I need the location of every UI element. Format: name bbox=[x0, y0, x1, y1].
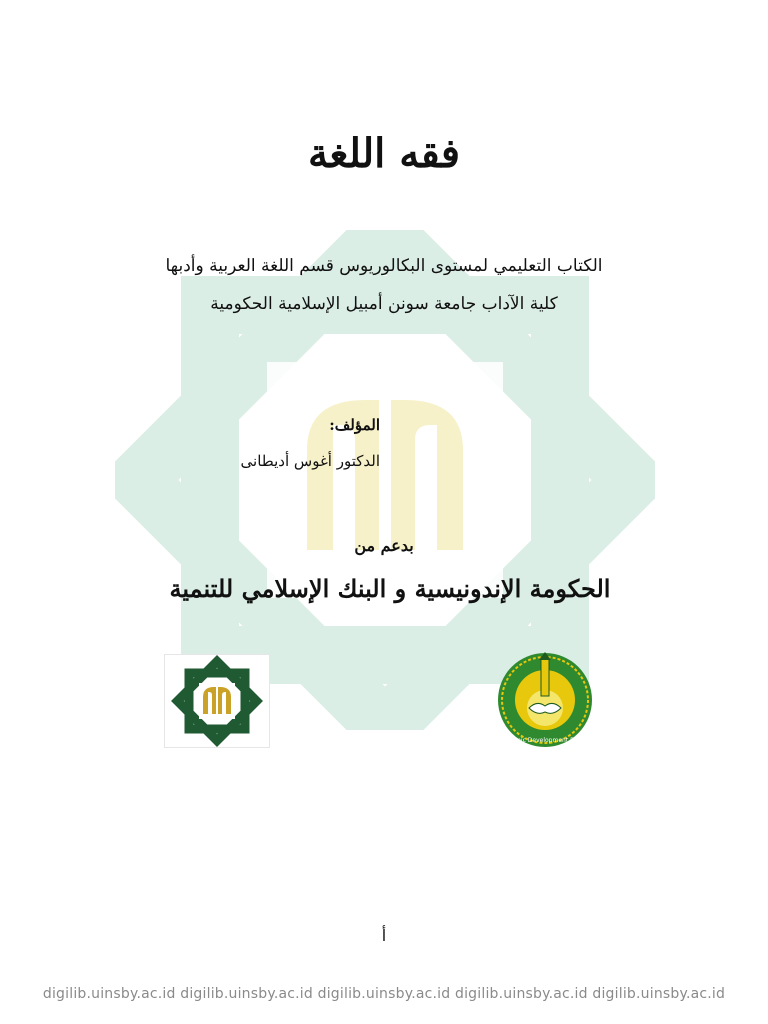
page-number: أ bbox=[381, 926, 387, 945]
support-label: بدعم من bbox=[354, 536, 414, 555]
book-title: فقه اللغة bbox=[307, 130, 460, 177]
subtitle-line-1: الكتاب التعليمي لمستوى البكالوريوس قسم اللغة العربية وأدبها bbox=[165, 256, 603, 276]
digilib-watermark-footer: digilib.uinsby.ac.id digilib.uinsby.ac.id digilib.uinsby.ac.id digilib.uinsby.ac.id digilib.uinsby.ac.id bbox=[42, 986, 726, 1002]
idb-ring-text: Islamic Development Bank bbox=[504, 737, 586, 744]
support-organizations: الحكومة الإندونيسية و البنك الإسلامي للتنمية bbox=[169, 574, 611, 603]
author-name: الدكتور أغوس أديطانى bbox=[240, 452, 380, 470]
subtitle-line-2: كلية الآداب جامعة سونن أمبيل الإسلامية الحكومية bbox=[210, 294, 558, 314]
uinsa-logo bbox=[164, 654, 270, 748]
author-label: المؤلف: bbox=[329, 416, 380, 434]
idb-logo bbox=[495, 650, 595, 750]
